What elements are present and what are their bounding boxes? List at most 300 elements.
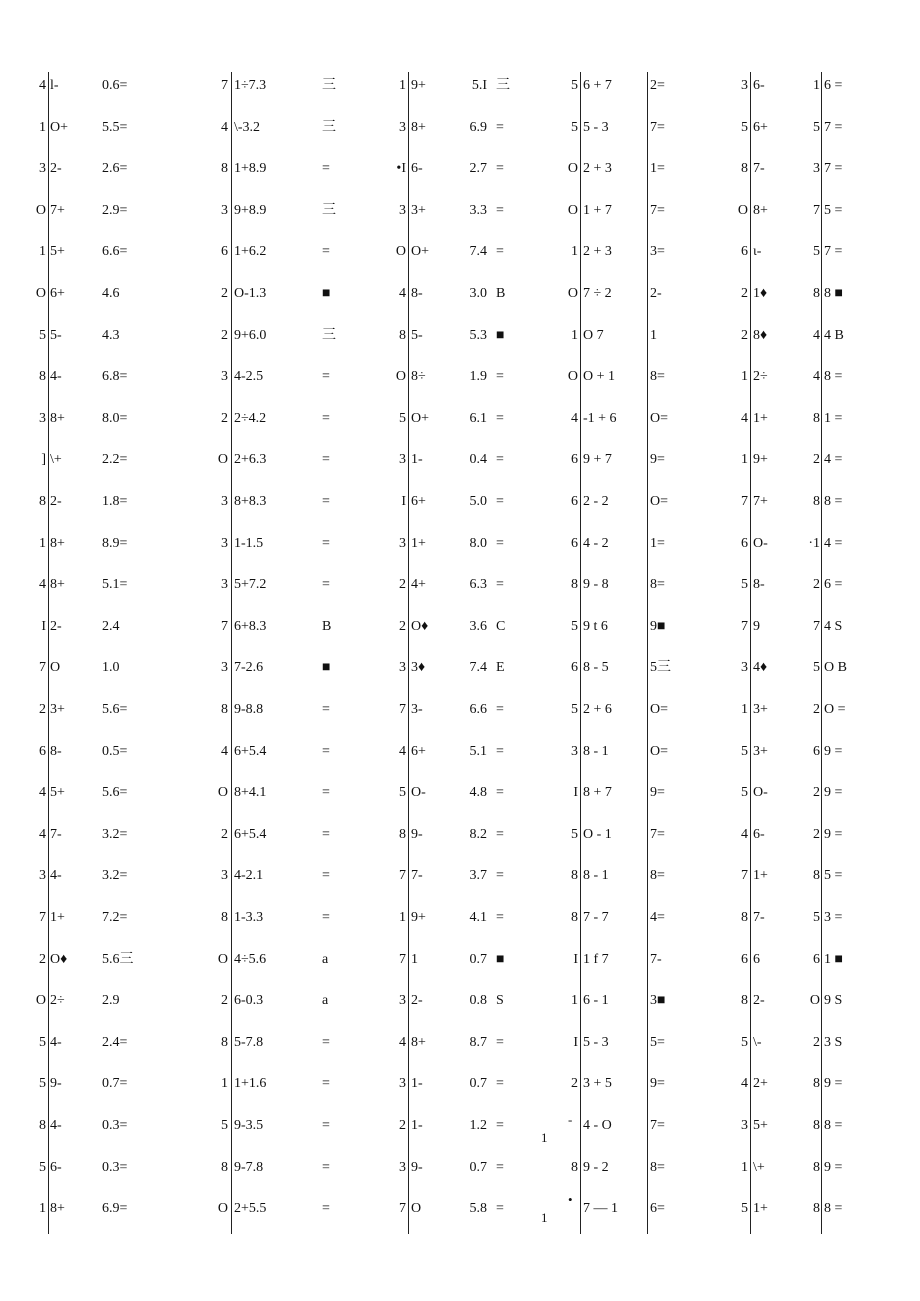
cell-b-expression: 2+6.3 (234, 452, 267, 468)
cell-a-operand: 8+ (50, 1201, 65, 1217)
cell-a-answer: 2.9= (102, 202, 128, 218)
cell-c-value: 0.8 (469, 993, 487, 1009)
cell-e-answer: 1 ■ (824, 951, 843, 967)
cell-c-mark: B (496, 286, 506, 301)
cell-c-value: 3.7 (469, 868, 487, 884)
cell-b-digit: 2 (221, 826, 228, 842)
cell-e-digit: 5 (741, 743, 748, 759)
cell-b-expression: 5-7.8 (234, 1034, 264, 1050)
cell-b-expression: 9-3.5 (234, 1118, 264, 1133)
cell-b-mark: 三 (322, 78, 336, 93)
cell-e-operand: 6 (753, 951, 760, 967)
problem-row (0, 947, 920, 973)
cell-d-digit: 1 (571, 327, 578, 343)
cell-d-digit: 8 (571, 577, 578, 593)
cell-c-operand: 1+ (411, 535, 426, 551)
cell-b-digit: 3 (221, 202, 228, 218)
cell-c-value: 7.4 (469, 660, 487, 676)
cell-d-digit: I (573, 1034, 578, 1050)
cell-e-answer: 4 B (824, 327, 844, 343)
cell-d-expression: 5 - 3 (583, 119, 609, 135)
cell-e-digit: 5 (741, 119, 748, 135)
cell-e-value: 8 (813, 1159, 820, 1175)
cell-d-digit: 6 (571, 660, 578, 676)
cell-e-digit: 3 (741, 660, 748, 676)
cell-d-digit: I (573, 785, 578, 801)
cell-c-operand: 9- (411, 826, 423, 842)
cell-c-operand: 3+ (411, 202, 426, 218)
cell-c-value: 1.2 (469, 1118, 487, 1133)
cell-b-digit: 7 (221, 78, 228, 93)
cell-e-operand: 7- (753, 910, 765, 925)
problem-row (0, 1030, 920, 1056)
cell-b-digit: O (217, 951, 228, 967)
cell-d-digit (548, 1196, 578, 1222)
cell-e-value: 3 (813, 161, 820, 177)
cell-e-value: 7 (813, 618, 820, 634)
cell-e-answer: 9 = (824, 785, 843, 801)
cell-c-value: 6.6 (469, 702, 487, 717)
cell-d-digit: 8 (571, 1159, 578, 1175)
cell-a-answer: 5.5= (102, 119, 128, 135)
cell-a-answer: 5.6= (102, 702, 128, 717)
cell-d-expression: 2 + 6 (583, 702, 612, 717)
cell-b-digit: 2 (221, 410, 228, 426)
cell-e-value: 2 (813, 702, 820, 717)
cell-e-digit: 2 (741, 327, 748, 343)
problem-row (0, 572, 920, 598)
cell-c-mark: = (496, 369, 504, 385)
problem-row (0, 447, 920, 473)
cell-a-digit: 5 (39, 1076, 46, 1092)
cell-b-digit: 3 (221, 660, 228, 676)
cell-d-expression: 7 ÷ 2 (583, 286, 612, 301)
cell-d-digit: 2 (571, 1076, 578, 1092)
cell-e-operand: O- (753, 535, 768, 551)
cell-a-operand: 4- (50, 1118, 62, 1133)
cell-c-mark: C (496, 618, 506, 634)
cell-a-answer: 1.8= (102, 494, 128, 509)
cell-a-digit: 5 (39, 1034, 46, 1050)
cell-d-expression: -1 + 6 (583, 410, 617, 426)
cell-c-operand: O+ (411, 410, 430, 426)
cell-c-digit: 8 (399, 327, 406, 343)
cell-a-operand: 6- (50, 1159, 62, 1175)
cell-e-operand: 1+ (753, 1201, 768, 1217)
cell-b-mark: = (322, 410, 330, 426)
cell-e-answer: 3 S (824, 1034, 843, 1050)
cell-a-digit: 4 (39, 826, 46, 842)
cell-d-answer: 8= (650, 369, 665, 385)
cell-d-digit: 6 (571, 535, 578, 551)
problem-row (0, 988, 920, 1014)
cell-a-operand: O (50, 660, 61, 676)
cell-e-answer: 4 = (824, 535, 843, 551)
cell-e-operand: 2- (753, 993, 765, 1009)
cell-e-operand: 1+ (753, 868, 768, 884)
problem-row (0, 323, 920, 349)
cell-c-digit: •I (396, 161, 406, 177)
cell-e-answer: 9 = (824, 826, 843, 842)
cell-e-digit: 1 (741, 452, 748, 468)
cell-d-digit: 5 (571, 618, 578, 634)
cell-b-expression: 9-7.8 (234, 1159, 264, 1175)
cell-d-answer: 2- (650, 286, 662, 301)
cell-e-digit: 4 (741, 1076, 748, 1092)
cell-c-value: 1.9 (469, 369, 487, 385)
cell-c-value: 8.2 (469, 826, 487, 842)
cell-a-digit: 2 (39, 951, 46, 967)
cell-b-mark: = (322, 494, 330, 509)
cell-c-value: 3.6 (469, 618, 487, 634)
cell-a-digit: 8 (39, 1118, 46, 1133)
cell-c-digit: 3 (399, 535, 406, 551)
cell-c-value: 3.3 (469, 202, 487, 218)
cell-c-digit: 4 (399, 286, 406, 301)
cell-e-digit: 7 (741, 618, 748, 634)
cell-c-operand: 6+ (411, 743, 426, 759)
cell-c-value: 6.3 (469, 577, 487, 593)
cell-c-value: 0.7 (469, 1159, 487, 1175)
cell-c-mark: = (496, 410, 504, 426)
cell-d-answer: 5三 (650, 660, 671, 676)
cell-d-digit: 1 (571, 244, 578, 260)
cell-e-answer: O B (824, 660, 847, 676)
cell-e-operand: O- (753, 785, 768, 801)
cell-b-expression: 8+4.1 (234, 785, 267, 801)
cell-e-answer: O = (824, 702, 846, 717)
cell-b-expression: 8+8.3 (234, 494, 267, 509)
cell-b-mark: = (322, 785, 330, 801)
problem-row (0, 281, 920, 307)
cell-b-expression: 4-2.5 (234, 369, 264, 385)
problem-row (0, 531, 920, 557)
cell-a-digit: 5 (39, 1159, 46, 1175)
cell-a-answer: 8.0= (102, 410, 128, 426)
cell-c-digit: 3 (399, 1159, 406, 1175)
cell-b-mark: = (322, 910, 330, 925)
cell-a-answer: 2.9 (102, 993, 120, 1009)
cell-e-digit: 4 (741, 826, 748, 842)
cell-d-expression: 4 - 2 (583, 535, 609, 551)
cell-c-mark: = (496, 119, 504, 135)
cell-b-digit: 8 (221, 1159, 228, 1175)
stray-mark-1: 1 (541, 1130, 548, 1145)
cell-c-mark: = (496, 1118, 504, 1133)
cell-c-mark: = (496, 161, 504, 177)
cell-e-operand: 6+ (753, 119, 768, 135)
cell-e-answer: 9 = (824, 1076, 843, 1092)
cell-b-mark: = (322, 1034, 330, 1050)
cell-c-digit: 4 (399, 743, 406, 759)
cell-a-operand: 4- (50, 1034, 62, 1050)
cell-c-mark: = (496, 202, 504, 218)
cell-e-digit: 1 (741, 369, 748, 385)
problem-row (0, 780, 920, 806)
cell-d-expression: 7 - 7 (583, 910, 609, 925)
cell-b-expression: 1-1.5 (234, 535, 264, 551)
cell-b-digit: 1 (221, 1076, 228, 1092)
cell-a-digit: 5 (39, 327, 46, 343)
cell-a-operand: 8- (50, 743, 62, 759)
cell-e-answer: 1 = (824, 410, 843, 426)
cell-b-mark: 三 (322, 119, 336, 135)
cell-e-value: 8 (813, 286, 820, 301)
cell-d-answer: 4= (650, 910, 665, 925)
cell-e-value: 8 (813, 1076, 820, 1092)
cell-d-answer: 8= (650, 1159, 665, 1175)
cell-e-value: 5 (813, 119, 820, 135)
cell-c-value: 6.9 (469, 119, 487, 135)
cell-e-operand: 8+ (753, 202, 768, 218)
cell-a-digit: 8 (39, 494, 46, 509)
cell-c-operand: 8- (411, 286, 423, 301)
cell-c-digit: I (401, 494, 406, 509)
problem-row (0, 156, 920, 182)
cell-c-digit: 2 (399, 577, 406, 593)
cell-a-operand: 2÷ (50, 993, 65, 1009)
problem-row (0, 115, 920, 141)
cell-e-digit: 3 (741, 1118, 748, 1133)
cell-c-value: 6.1 (469, 410, 487, 426)
cell-a-operand: 2- (50, 618, 62, 634)
cell-a-answer: 0.3= (102, 1159, 128, 1175)
cell-b-expression: 1÷7.3 (234, 78, 267, 93)
cell-d-answer: O= (650, 743, 669, 759)
cell-c-mark: = (496, 702, 504, 717)
cell-a-operand: 5- (50, 327, 62, 343)
cell-d-expression: 9 + 7 (583, 452, 612, 468)
cell-b-mark: B (322, 618, 332, 634)
cell-a-digit: 4 (39, 785, 46, 801)
cell-a-digit: I (41, 618, 46, 634)
cell-c-mark: = (496, 910, 504, 925)
cell-a-operand: 8+ (50, 577, 65, 593)
cell-c-value: 0.4 (469, 452, 487, 468)
cell-b-mark: a (322, 993, 329, 1009)
cell-b-mark: 三 (322, 202, 336, 218)
cell-b-mark: = (322, 743, 330, 759)
cell-b-digit: 8 (221, 910, 228, 925)
cell-c-operand: 1- (411, 1118, 423, 1133)
cell-d-answer: 1= (650, 161, 665, 177)
cell-e-answer: 5 = (824, 202, 843, 218)
cell-e-digit: 8 (741, 910, 748, 925)
cell-b-expression: 6+5.4 (234, 743, 267, 759)
cell-a-answer: 6.9= (102, 1201, 128, 1217)
cell-d-digit: 1 (571, 993, 578, 1009)
problem-row (0, 73, 920, 99)
cell-d-answer: 7= (650, 202, 665, 218)
cell-e-digit: 2 (741, 286, 748, 301)
cell-a-digit: 7 (39, 910, 46, 925)
cell-b-digit: 3 (221, 868, 228, 884)
cell-c-value: 0.7 (469, 951, 487, 967)
cell-e-operand: 5+ (753, 1118, 768, 1133)
cell-e-operand: 3+ (753, 702, 768, 717)
cell-d-expression: 6 + 7 (583, 78, 612, 93)
cell-e-value: ·1 (808, 535, 820, 551)
cell-b-digit: 4 (221, 119, 228, 135)
cell-d-digit: 5 (571, 826, 578, 842)
problem-row (0, 406, 920, 432)
cell-a-answer: 0.5= (102, 743, 128, 759)
cell-e-value: 8 (813, 868, 820, 884)
cell-a-answer: 6.8= (102, 369, 128, 385)
cell-a-operand: 7+ (50, 202, 65, 218)
cell-d-expression: 8 - 5 (583, 660, 609, 676)
cell-c-mark: = (496, 452, 504, 468)
cell-e-digit: 7 (741, 494, 748, 509)
cell-b-expression: 9-8.8 (234, 702, 264, 717)
cell-b-mark: = (322, 577, 330, 593)
cell-b-expression: 2+5.5 (234, 1201, 267, 1217)
cell-e-digit: 4 (741, 410, 748, 426)
cell-c-operand: 2- (411, 993, 423, 1009)
cell-e-value: O (809, 993, 820, 1009)
cell-e-answer: 8 = (824, 494, 843, 509)
cell-c-operand: 1- (411, 1076, 423, 1092)
cell-a-answer: 6.6= (102, 244, 128, 260)
cell-c-operand: 9+ (411, 910, 426, 925)
cell-d-digit: 3 (571, 743, 578, 759)
problem-row (0, 697, 920, 723)
problem-row (0, 863, 920, 889)
cell-d-answer: 7= (650, 1118, 665, 1133)
cell-c-operand: 6- (411, 161, 423, 177)
cell-d-expression: 1 + 7 (583, 202, 612, 218)
cell-c-operand: O+ (411, 244, 430, 260)
cell-e-value: 8 (813, 1201, 820, 1217)
cell-e-digit: 5 (741, 577, 748, 593)
cell-c-value: 5.I (471, 78, 487, 93)
cell-d-expression: 2 - 2 (583, 494, 609, 509)
cell-b-expression: 2÷4.2 (234, 410, 267, 426)
cell-c-operand: 1 (411, 951, 418, 967)
cell-e-value: 6 (813, 743, 820, 759)
cell-a-answer: 3.2= (102, 826, 128, 842)
cell-c-operand: 8+ (411, 1034, 426, 1050)
cell-a-operand: 2- (50, 161, 62, 177)
cell-b-digit: 3 (221, 577, 228, 593)
cell-a-operand: 1+ (50, 910, 65, 925)
cell-a-answer: 0.7= (102, 1076, 128, 1092)
cell-c-operand: O (411, 1201, 422, 1217)
cell-e-value: 5 (813, 910, 820, 925)
problem-row (0, 239, 920, 265)
cell-d-digit: O (567, 202, 578, 218)
cell-d-expression: O 7 (583, 327, 604, 343)
cell-e-value: 2 (813, 577, 820, 593)
cell-e-answer: 7 = (824, 119, 843, 135)
cell-c-mark: = (496, 577, 504, 593)
cell-e-value: 4 (813, 369, 820, 385)
cell-b-mark: = (322, 826, 330, 842)
cell-c-operand: 3♦ (411, 660, 426, 676)
cell-b-mark: ■ (322, 660, 331, 676)
cell-d-answer: 6= (650, 1201, 665, 1217)
cell-a-answer: 2.6= (102, 161, 128, 177)
cell-c-operand: 1- (411, 452, 423, 468)
cell-a-digit: 2 (39, 702, 46, 717)
cell-b-digit: 2 (221, 327, 228, 343)
cell-e-value: 2 (813, 452, 820, 468)
cell-a-operand: O+ (50, 119, 69, 135)
cell-c-digit: 5 (399, 410, 406, 426)
cell-c-digit: 3 (399, 452, 406, 468)
cell-b-digit: O (217, 452, 228, 468)
cell-b-expression: 6+5.4 (234, 826, 267, 842)
cell-d-digit: 6 (571, 452, 578, 468)
problem-row (0, 739, 920, 765)
cell-b-mark: = (322, 244, 330, 260)
cell-b-digit: 7 (221, 618, 228, 634)
cell-d-answer: 7= (650, 826, 665, 842)
cell-e-digit: 8 (741, 161, 748, 177)
cell-e-operand: 7+ (753, 494, 768, 509)
cell-d-expression: 6 - 1 (583, 993, 609, 1009)
cell-a-answer: 4.3 (102, 327, 120, 343)
cell-a-digit: 1 (39, 119, 46, 135)
cell-e-digit: 6 (741, 244, 748, 260)
cell-e-operand: 2÷ (753, 369, 768, 385)
cell-e-operand: 8- (753, 577, 765, 593)
cell-d-answer: 2= (650, 78, 665, 93)
cell-d-expression: 2 + 3 (583, 161, 612, 177)
cell-b-expression: 1+8.9 (234, 161, 267, 177)
cell-a-operand: 5+ (50, 244, 65, 260)
cell-c-mark: = (496, 868, 504, 884)
cell-e-answer: 8 = (824, 1201, 843, 1217)
cell-e-answer: 8 ■ (824, 286, 843, 301)
cell-a-answer: 0.6= (102, 78, 128, 93)
cell-c-digit: 7 (399, 702, 406, 717)
cell-c-value: 5.3 (469, 327, 487, 343)
cell-b-expression: \-3.2 (234, 119, 261, 135)
cell-b-digit: 3 (221, 535, 228, 551)
cell-d-answer: 9= (650, 785, 665, 801)
cell-c-value: 2.7 (469, 161, 487, 177)
cell-c-value: 5.1 (469, 743, 487, 759)
cell-d-digit: I (573, 951, 578, 967)
cell-a-digit: O (35, 286, 46, 301)
cell-a-operand: 8+ (50, 410, 65, 426)
cell-e-operand: 6- (753, 826, 765, 842)
cell-e-answer: 9 = (824, 743, 843, 759)
cell-c-value: 4.8 (469, 785, 487, 801)
cell-c-mark: = (496, 244, 504, 260)
cell-d-digit: 5 (571, 702, 578, 717)
cell-c-mark: ■ (496, 327, 505, 343)
cell-e-digit: 8 (741, 993, 748, 1009)
cell-a-digit: 1 (39, 1201, 46, 1217)
cell-d-expression: 9 - 8 (583, 577, 609, 593)
problem-row (0, 822, 920, 848)
cell-c-value: 8.0 (469, 535, 487, 551)
cell-e-digit: 1 (741, 702, 748, 717)
cell-e-value: 5 (813, 660, 820, 676)
cell-d-expression: 8 + 7 (583, 785, 612, 801)
cell-d-digit: 8 (571, 910, 578, 925)
cell-b-expression: 9+8.9 (234, 202, 267, 218)
cell-b-expression: 1-3.3 (234, 910, 264, 925)
cell-c-operand: O- (411, 785, 426, 801)
cell-c-value: 0.7 (469, 1076, 487, 1092)
cell-b-mark: 三 (322, 327, 336, 343)
cell-c-mark: 三 (496, 78, 510, 93)
cell-a-digit: 4 (39, 78, 46, 93)
cell-c-digit: 4 (399, 1034, 406, 1050)
